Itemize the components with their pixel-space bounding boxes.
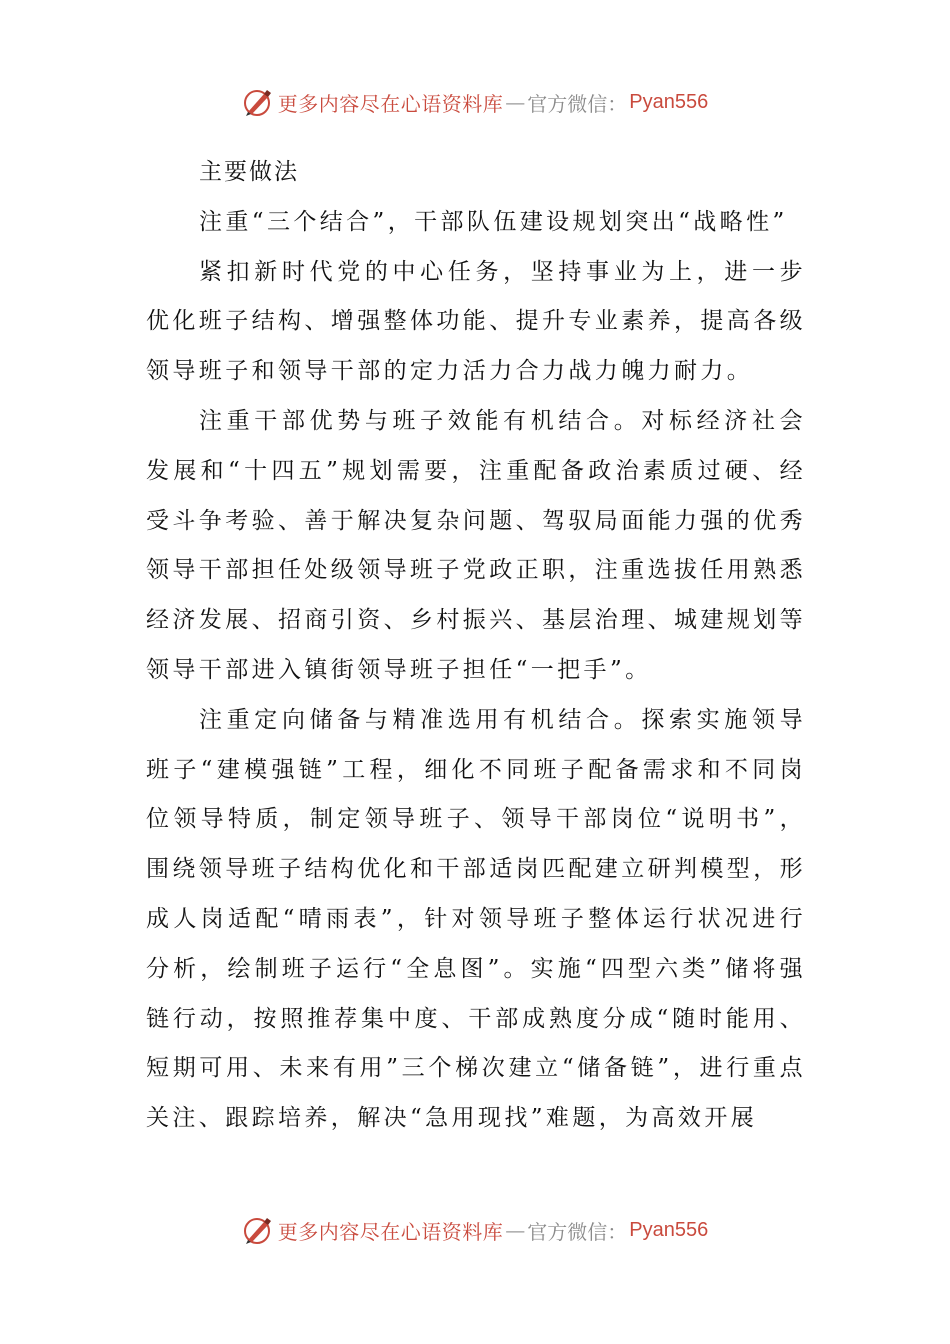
header-watermark [0, 82, 950, 122]
watermark-text: 更多内容尽在心语资料库 [277, 1219, 504, 1244]
paragraph: 注重干部优势与班子效能有机结合。对标经济社会发展和“十四五”规划需要，注重配备政治素质过硬、经受斗争考验、善于解决复杂问题、驾驭局面能力强的优秀领导干部担任处级领导班子党政正职，注重选拔任用熟悉经济发展、招商引资、乡村振兴、基层治理、城建规划等领导干部进入镇街领导班子担任“一把手”。 [146, 407, 806, 683]
watermark-wechat-id: Pyan556 [629, 90, 709, 113]
footer-watermark [0, 1210, 950, 1250]
watermark-dash: — [505, 90, 526, 114]
watermark-wechat-label: 官方微信： [527, 91, 628, 116]
watermark-wechat-label: 官方微信： [527, 1219, 628, 1244]
document-body [146, 148, 806, 1144]
paragraph: 注重定向储备与精准选用有机结合。探索实施领导班子“建模强链”工程，细化不同班子配备需求和不同岗位领导特质，制定领导班子、领导干部岗位“说明书”，围绕领导班子结构优化和干部适岗匹配建立研判模型，形成人岗适配“晴雨表”，针对领导班子整体运行状况进行分析，绘制班子运行“全息图”。实施“四型六类”储将强链行动，按照推荐集中度、干部成熟度分成“随时能用、短期可用、未来有用”三个梯次建立“储备链”，进行重点关注、跟踪培养，解决“急用现找”难题，为高效开展 [146, 706, 806, 1132]
paragraph: 紧扣新时代党的中心任务，坚持事业为上，进一步优化班子结构、增强整体功能、提升专业素养，提高各级领导班子和领导干部的定力活力合力战力魄力耐力。 [146, 258, 806, 385]
section-heading: 主要做法 [199, 159, 299, 185]
watermark-wechat-id: Pyan556 [629, 1218, 709, 1241]
pen-logo-icon [242, 86, 274, 118]
watermark-text: 更多内容尽在心语资料库 [277, 91, 504, 116]
pen-logo-icon [242, 1214, 274, 1246]
subheading: 注重“三个结合”，干部队伍建设规划突出“战略性” [199, 208, 788, 235]
watermark-dash: — [505, 1218, 526, 1242]
